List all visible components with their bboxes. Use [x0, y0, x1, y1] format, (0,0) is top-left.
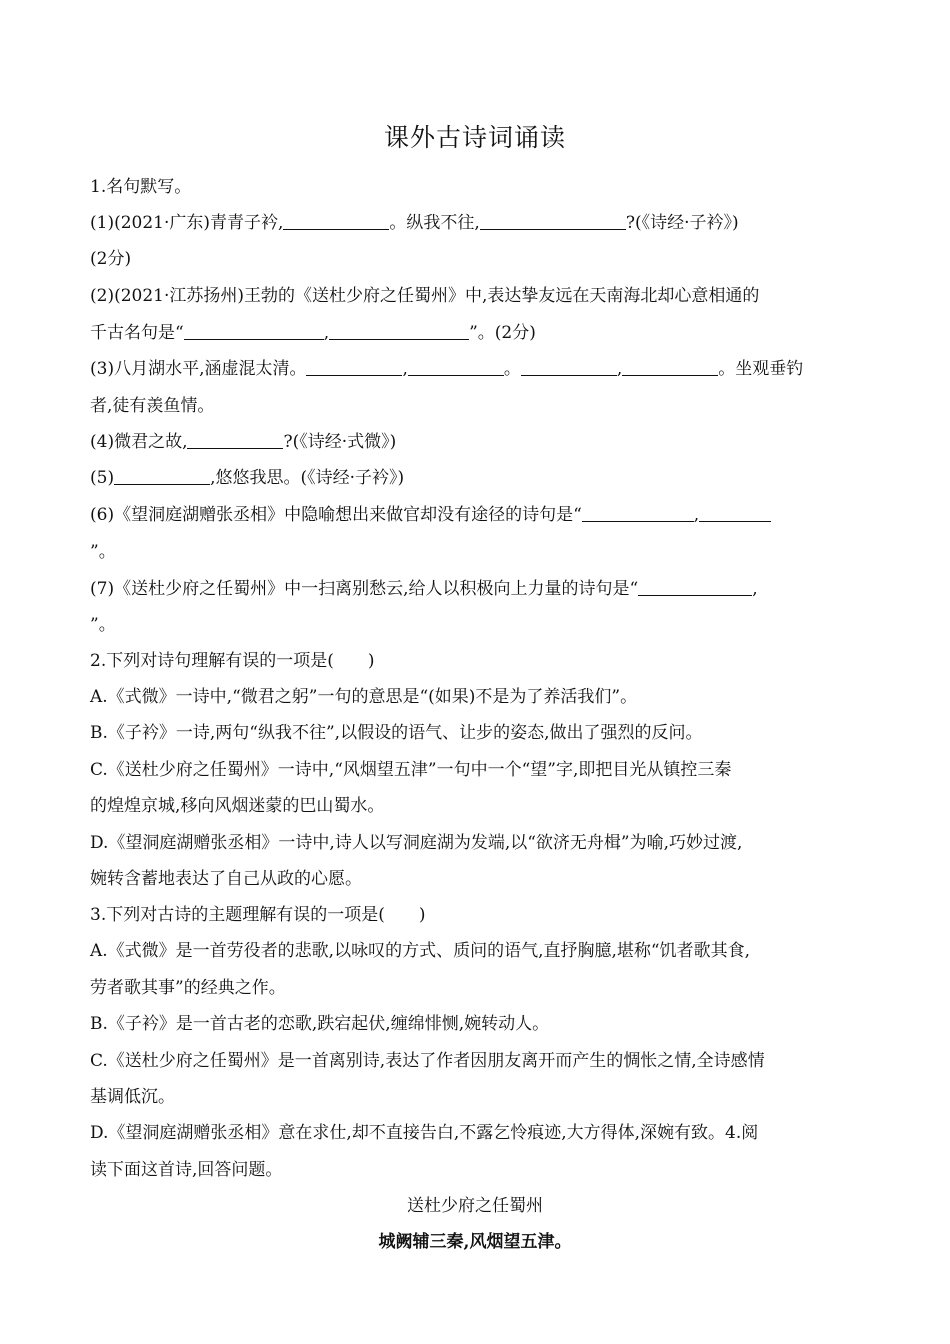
q1-item-3-line-1 — [90, 357, 860, 381]
q1-item-1 — [90, 211, 860, 235]
q1-item-2-line-2 — [90, 321, 860, 345]
q1-item-1-text-b: 。纵我不往, — [389, 213, 480, 233]
answer-blank[interactable] — [114, 466, 210, 485]
answer-blank[interactable] — [582, 503, 694, 522]
poem-title: 送杜少府之任蜀州 — [407, 1196, 543, 1216]
q1-item-4-text-b: ?(《诗经·式微》) — [283, 432, 397, 452]
q1-item-3-sep-3: , — [616, 359, 623, 379]
answer-blank[interactable] — [699, 503, 771, 522]
q1-item-7-line-2: ”。 — [90, 615, 116, 635]
q2-option-c-line-1: C.《送杜少府之任蜀州》一诗中,“风烟望五津”一句中一个“望”字,即把目光从镇控三秦 — [90, 760, 732, 780]
q1-item-3-text-b: 。坐观垂钓 — [718, 359, 804, 379]
q1-item-2-text-d: ”。(2分) — [469, 323, 536, 343]
answer-blank[interactable] — [283, 211, 389, 230]
q1-item-7-line-1 — [90, 577, 860, 601]
q1-item-2-line-1: (2)(2021·江苏扬州)王勃的《送杜少府之任蜀州》中,表达挚友远在天南海北却心意相通的 — [90, 286, 760, 306]
q1-item-4-text-a: (4)微君之故, — [90, 432, 188, 452]
answer-blank[interactable] — [184, 321, 324, 340]
q1-item-1-score: (2分) — [90, 249, 132, 269]
q3-option-d-line-2: 读下面这首诗,回答问题。 — [90, 1160, 283, 1180]
q1-item-3-sep-2: 。 — [503, 359, 521, 379]
q2-stem: 2.下列对诗句理解有误的一项是( ) — [90, 651, 375, 671]
poem-line-1: 城阙辅三秦,风烟望五津。 — [378, 1232, 572, 1252]
q1-item-3-line-2: 者,徒有羡鱼情。 — [90, 396, 215, 416]
q1-item-3-text-a: (3)八月湖水平,涵虚混太清。 — [90, 359, 307, 379]
q1-item-2-text-b: 千古名句是“ — [90, 323, 184, 343]
answer-blank[interactable] — [306, 357, 402, 376]
q1-item-5 — [90, 466, 860, 490]
answer-blank[interactable] — [408, 357, 504, 376]
q3-option-d-line-1: D.《望洞庭湖赠张丞相》意在求仕,却不直接告白,不露乞怜痕迹,大方得体,深婉有致。4.阅 — [90, 1123, 759, 1143]
answer-blank[interactable] — [480, 211, 626, 230]
q1-item-5-text-a: (5) — [90, 468, 115, 488]
q3-option-c-line-1: C.《送杜少府之任蜀州》是一首离别诗,表达了作者因朋友离开而产生的惆怅之情,全诗感情 — [90, 1051, 765, 1071]
q1-item-5-text-b: ,悠悠我思。(《诗经·子衿》) — [210, 468, 405, 488]
answer-blank[interactable] — [329, 321, 469, 340]
q1-stem: 1.名句默写。 — [90, 177, 192, 197]
q3-option-a-line-1: A.《式微》是一首劳役者的悲歌,以咏叹的方式、质问的语气,直抒胸臆,堪称“饥者歌其食, — [90, 941, 750, 961]
q1-item-6-line-1 — [90, 503, 860, 527]
q1-item-4 — [90, 430, 860, 454]
q3-option-c-line-2: 基调低沉。 — [90, 1087, 175, 1107]
q3-stem: 3.下列对古诗的主题理解有误的一项是( ) — [90, 905, 426, 925]
q1-item-7-sep: , — [752, 579, 758, 599]
q2-option-a: A.《式微》一诗中,“微君之躬”一句的意思是“(如果)不是为了养活我们”。 — [90, 687, 638, 707]
q1-item-6-text-a: (6)《望洞庭湖赠张丞相》中隐喻想出来做官却没有途径的诗句是“ — [90, 505, 582, 525]
q1-item-6-sep: , — [693, 505, 700, 525]
q2-option-d-line-2: 婉转含蓄地表达了自己从政的心愿。 — [90, 869, 362, 889]
page-title: 课外古诗词诵读 — [383, 123, 566, 152]
q2-option-c-line-2: 的煌煌京城,移向风烟迷蒙的巴山蜀水。 — [90, 796, 385, 816]
answer-blank[interactable] — [187, 430, 283, 449]
q1-item-3-sep-1: , — [402, 359, 408, 379]
answer-blank[interactable] — [521, 357, 617, 376]
q3-option-b: B.《子衿》是一首古老的恋歌,跌宕起伏,缠绵悱恻,婉转动人。 — [90, 1014, 550, 1034]
q1-item-7-text-a: (7)《送杜少府之任蜀州》中一扫离别愁云,给人以积极向上力量的诗句是“ — [90, 579, 639, 599]
q1-item-6-line-2: ”。 — [90, 542, 116, 562]
q1-item-1-text-a: (1)(2021·广东)青青子衿, — [90, 213, 284, 233]
q3-option-a-line-2: 劳者歌其事”的经典之作。 — [90, 978, 286, 998]
q2-option-d-line-1: D.《望洞庭湖赠张丞相》一诗中,诗人以写洞庭湖为发端,以“欲济无舟楫”为喻,巧妙过渡, — [90, 833, 743, 853]
q1-item-2-sep: , — [323, 323, 330, 343]
q2-option-b: B.《子衿》一诗,两句“纵我不往”,以假设的语气、让步的姿态,做出了强烈的反问。 — [90, 723, 703, 743]
answer-blank[interactable] — [622, 357, 718, 376]
q1-item-1-text-c: ?(《诗经·子衿》) — [625, 213, 739, 233]
answer-blank[interactable] — [638, 577, 752, 596]
